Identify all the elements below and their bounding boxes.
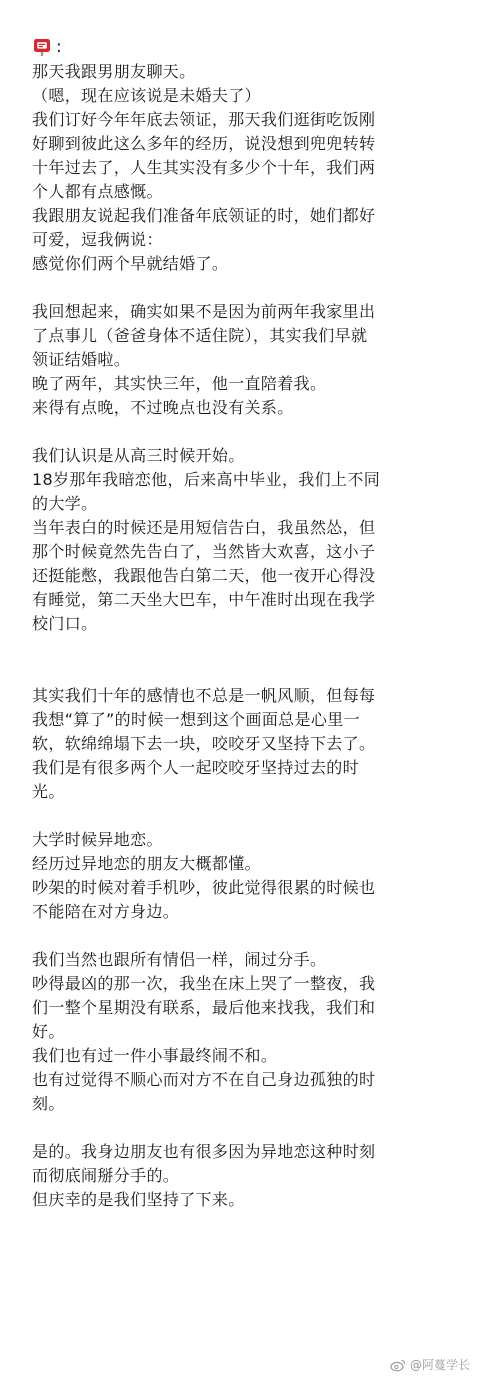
text-line: 我们当然也跟所有情侣一样，闹过分手。 <box>32 950 327 969</box>
text-line: 有睡觉，第二天坐大巴车，中午准时出现在我学 <box>32 590 376 609</box>
note-header <box>32 36 62 58</box>
note-body <box>32 60 472 1212</box>
text-line: 了点事儿（爸爸身体不适住院），其实我们早就 <box>32 326 368 345</box>
text-line: 吵得最凶的那一次，我坐在床上哭了一整夜，我 <box>32 974 376 993</box>
text-line: 我跟朋友说起我们准备年底领证的时，她们都好 <box>32 206 376 225</box>
text-line: 吵架的时候对着手机吵，彼此觉得很累的时候也 <box>32 878 376 897</box>
text-line: 我们也有过一件小事最终闹不和。 <box>32 1046 278 1065</box>
paragraph-gap <box>32 924 472 948</box>
weibo-logo-icon <box>390 1358 406 1372</box>
text-line: 来得有点晚，不过晚点也没有关系。 <box>32 398 294 417</box>
weibo-watermark <box>390 1356 470 1373</box>
text-line: 还挺能憋，我跟他告白第二天，他一夜开心得没 <box>32 566 376 585</box>
text-line: 可爱，逗我俩说： <box>32 230 163 249</box>
text-line: 的大学。 <box>32 494 98 513</box>
text-line: 领证结婚啦。 <box>32 350 131 369</box>
text-line: 18岁那年我暗恋他，后来高中毕业，我们上不同 <box>32 470 381 489</box>
text-line: 软，软绵绵塌下去一块，咬咬牙又坚持下去了。 <box>32 734 376 753</box>
text-line: 光。 <box>32 782 65 801</box>
text-line: 好聊到彼此这么多年的经历，说没想到兜兜转转 <box>32 134 376 153</box>
header-colon: : <box>56 37 62 57</box>
text-line: 十年过去了，人生其实没有多少个十年，我们两 <box>32 158 376 177</box>
text-line: 我们认识是从高三时候开始。 <box>32 446 245 465</box>
text-line: （嗯，现在应该说是未婚夫了） <box>32 86 261 105</box>
text-line: 们一整个星期没有联系，最后他来找我，我们和 <box>32 998 376 1017</box>
text-line: 我想“算了”的时候一想到这个画面总是心里一 <box>32 710 360 729</box>
text-line: 不能陪在对方身边。 <box>32 902 180 921</box>
text-line: 那个时候竟然先告白了，当然皆大欢喜，这小子 <box>32 542 376 561</box>
text-line: 大学时候异地恋。 <box>32 830 163 849</box>
text-line: 而彻底闹掰分手的。 <box>32 1166 180 1185</box>
text-line: 晚了两年，其实快三年，他一直陪着我。 <box>32 374 327 393</box>
text-line: 经历过异地恋的朋友大概都懂。 <box>32 854 261 873</box>
text-line: 刻。 <box>32 1094 65 1113</box>
text-line: 当年表白的时候还是用短信告白，我虽然怂，但 <box>32 518 376 537</box>
text-line: 但庆幸的是我们坚持了下来。 <box>32 1190 245 1209</box>
mailbox-icon <box>32 37 52 57</box>
text-line: 我回想起来，确实如果不是因为前两年我家里出 <box>32 302 376 321</box>
text-line: 感觉你们两个早就结婚了。 <box>32 254 229 273</box>
text-line: 我们订好今年年底去领证，那天我们逛街吃饭刚 <box>32 110 376 129</box>
text-line: 其实我们十年的感情也不总是一帆风顺，但每每 <box>32 686 376 705</box>
text-line: 我们是有很多两个人一起咬咬牙坚持过去的时 <box>32 758 360 777</box>
text-line: 个人都有点感慨。 <box>32 182 163 201</box>
text-line: 那天我跟男朋友聊天。 <box>32 62 196 81</box>
text-line: 好。 <box>32 1022 65 1041</box>
watermark-text: @阿蔓学长 <box>409 1358 470 1372</box>
text-line: 也有过觉得不顺心而对方不在自己身边孤独的时 <box>32 1070 376 1089</box>
text-line: 校门口。 <box>32 614 98 633</box>
paragraph-gap <box>32 636 472 684</box>
paragraph-gap <box>32 276 472 300</box>
paragraph-gap <box>32 804 472 828</box>
paragraph-gap <box>32 420 472 444</box>
paragraph-gap <box>32 1116 472 1140</box>
text-line: 是的。我身边朋友也有很多因为异地恋这种时刻 <box>32 1142 376 1161</box>
